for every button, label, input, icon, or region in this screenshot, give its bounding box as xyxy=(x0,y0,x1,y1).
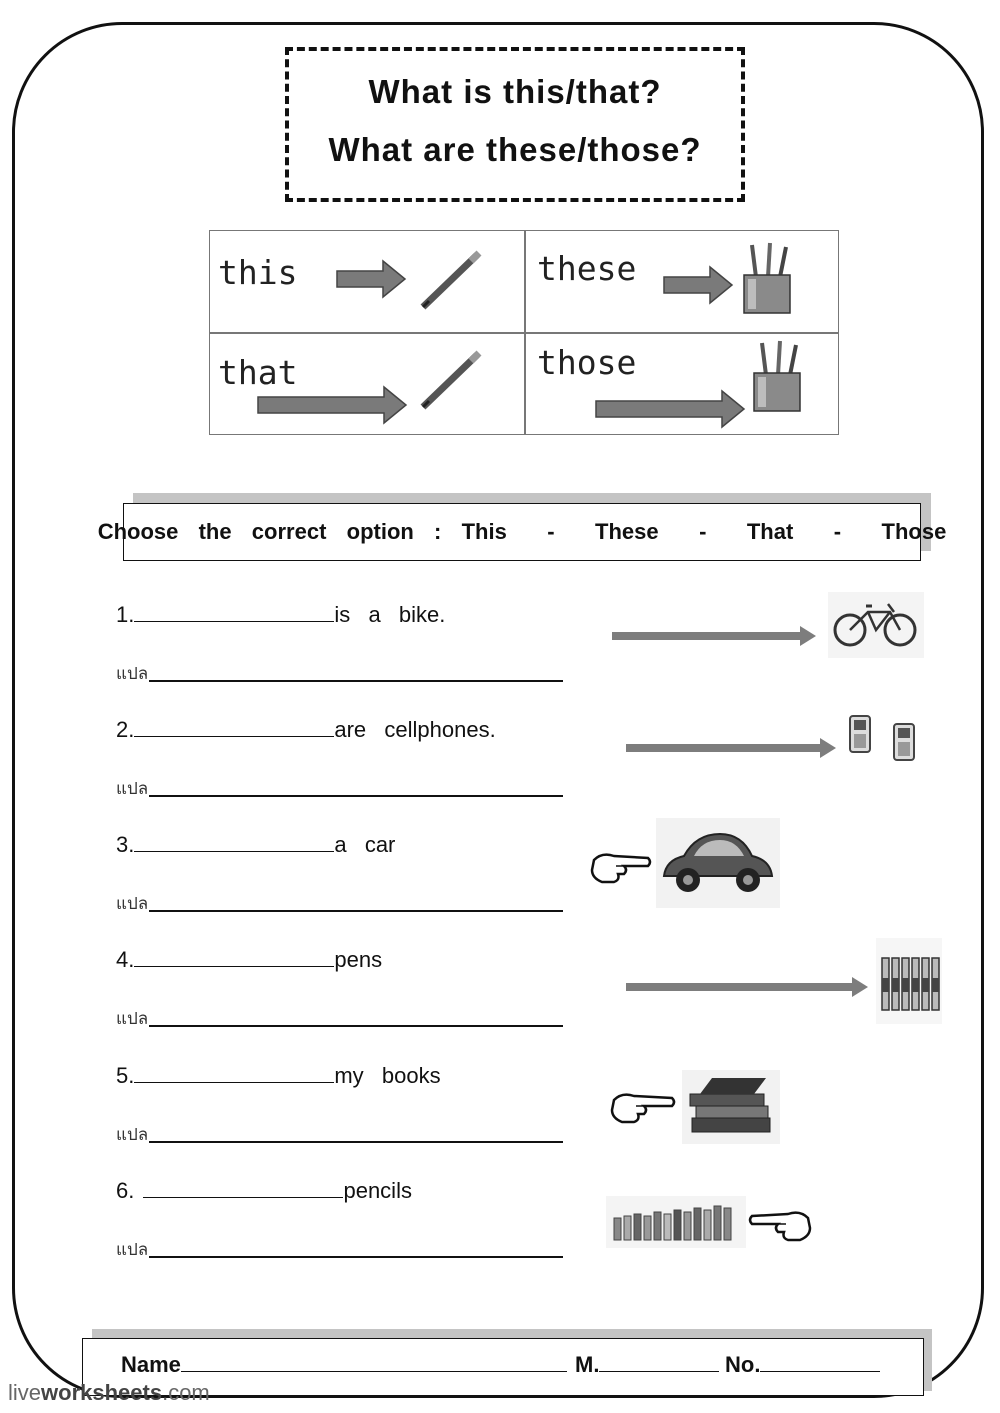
pencil-cup-icon xyxy=(748,339,814,413)
pencils-icon xyxy=(606,1196,746,1248)
answer-blank-1[interactable] xyxy=(134,603,334,622)
grid-word-these: these xyxy=(537,249,637,288)
translate-label-4: แปล xyxy=(116,1009,149,1029)
class-field[interactable]: M. xyxy=(575,1351,719,1378)
car-icon xyxy=(656,818,780,908)
pointing-hand-icon xyxy=(608,1088,678,1126)
translate-label-6: แปล xyxy=(116,1240,149,1260)
pointing-hand-icon-left xyxy=(746,1206,814,1244)
grid-word-this: this xyxy=(218,253,298,292)
long-arrow-icon xyxy=(594,389,746,429)
translate-line-6[interactable] xyxy=(149,1256,563,1258)
translate-line-2[interactable] xyxy=(149,795,563,797)
title-box xyxy=(285,47,745,202)
answer-blank-6[interactable] xyxy=(143,1179,343,1198)
pointing-hand-icon xyxy=(588,848,654,886)
short-arrow-icon xyxy=(662,265,734,305)
liveworksheets-watermark: liveworksheets.com xyxy=(8,1380,210,1405)
question-6: 6. pencils xyxy=(116,1178,412,1203)
question-5: 5. my books xyxy=(116,1063,441,1088)
question-3: 3. a car xyxy=(116,832,396,857)
grid-word-that: that xyxy=(218,353,298,392)
arrow-icon xyxy=(612,622,818,650)
instruction-box: Choose the correct option : This - These - That - Those xyxy=(123,503,921,561)
translate-line-3[interactable] xyxy=(149,910,563,912)
arrow-icon xyxy=(626,974,870,1000)
question-1: 1. is a bike. xyxy=(116,602,446,627)
arrow-icon xyxy=(626,735,838,761)
translate-line-4[interactable] xyxy=(149,1025,563,1027)
long-arrow-icon xyxy=(256,385,408,425)
question-4: 4. pens xyxy=(116,947,383,972)
translate-label-5: แปล xyxy=(116,1125,149,1145)
bicycle-icon xyxy=(828,592,924,658)
translate-label-3: แปล xyxy=(116,894,149,914)
answer-blank-2[interactable] xyxy=(134,718,334,737)
demonstratives-grid xyxy=(209,230,839,435)
translate-label-1: แปล xyxy=(116,664,149,684)
answer-blank-3[interactable] xyxy=(134,833,334,852)
translate-line-1[interactable] xyxy=(149,680,563,682)
translate-line-5[interactable] xyxy=(149,1141,563,1143)
pens-icon xyxy=(876,938,942,1024)
pencil-icon xyxy=(415,249,485,311)
translate-label-2: แปล xyxy=(116,779,149,799)
short-arrow-icon xyxy=(335,259,407,299)
pencil-icon xyxy=(415,349,485,411)
answer-blank-5[interactable] xyxy=(134,1064,334,1083)
answer-blank-4[interactable] xyxy=(134,948,334,967)
cellphones-icon xyxy=(842,712,926,772)
title-line-1: What is this/that? xyxy=(368,73,662,110)
grid-word-those: those xyxy=(537,343,637,382)
number-field[interactable]: No. xyxy=(725,1351,880,1378)
books-icon xyxy=(682,1070,780,1144)
question-2: 2. are cellphones. xyxy=(116,717,496,742)
title-line-2: What are these/those? xyxy=(328,131,702,168)
pencil-cup-icon xyxy=(738,241,804,315)
name-field[interactable]: Name xyxy=(121,1351,567,1378)
